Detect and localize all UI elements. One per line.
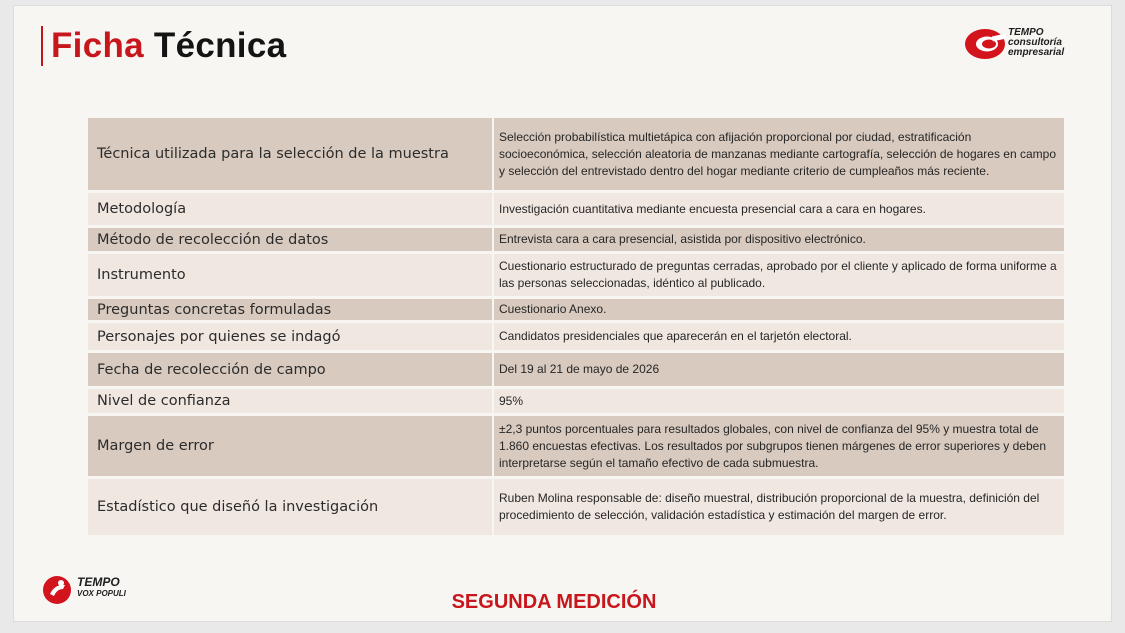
technical-sheet-table — [88, 118, 1064, 538]
row-label: Nivel de confianza — [88, 389, 492, 413]
table-row — [88, 323, 1064, 350]
row-label: Estadístico que diseñó la investigación — [88, 479, 492, 535]
page-title — [41, 26, 286, 66]
table-row — [88, 193, 1064, 225]
row-label: Instrumento — [88, 254, 492, 296]
brand-bottom-name: TEMPO — [77, 575, 120, 589]
table-row — [88, 353, 1064, 386]
brand-line1: consultoría — [1008, 37, 1062, 48]
row-label: Método de recolección de datos — [88, 228, 492, 251]
row-label: Técnica utilizada para la selección de la muestra — [88, 118, 492, 190]
slide — [13, 5, 1112, 622]
row-value: Candidatos presidenciales que aparecerán en el tarjetón electoral. — [494, 323, 1064, 350]
table-row — [88, 118, 1064, 190]
row-value: Investigación cuantitativa mediante encuesta presencial cara a cara en hogares. — [494, 193, 1064, 225]
title-accent-bar — [41, 26, 43, 66]
row-value: Entrevista cara a cara presencial, asistida por dispositivo electrónico. — [494, 228, 1064, 251]
row-label: Preguntas concretas formuladas — [88, 299, 492, 320]
brand-logo-top-right — [964, 25, 1084, 65]
table-row — [88, 416, 1064, 476]
table-row — [88, 228, 1064, 251]
tempo-logo-icon — [964, 27, 1008, 61]
title-word-ficha: Ficha — [51, 26, 144, 65]
row-value: Selección probabilística multietápica con afijación proporcional por ciudad, estratificación socioeconómica, selección aleatoria de manzanas mediante cartografía, selección de hogares en campo y selección del entrevistado dentro del hogar mediante criterio de cumpleaños más reciente. — [494, 118, 1064, 190]
row-value: Cuestionario estructurado de preguntas cerradas, aprobado por el cliente y aplicado de forma uniforme a las personas seleccionadas, idéntico al publicado. — [494, 254, 1064, 296]
table-row — [88, 389, 1064, 413]
row-value: Cuestionario Anexo. — [494, 299, 1064, 320]
table-row — [88, 254, 1064, 296]
row-label: Fecha de recolección de campo — [88, 353, 492, 386]
row-value: Del 19 al 21 de mayo de 2026 — [494, 353, 1064, 386]
brand-name: TEMPO — [1008, 27, 1044, 38]
table-row — [88, 479, 1064, 535]
table-row — [88, 299, 1064, 320]
brand-bottom-sub: VOX POPULI — [77, 589, 126, 598]
row-value: 95% — [494, 389, 1064, 413]
row-label: Personajes por quienes se indagó — [88, 323, 492, 350]
title-word-tecnica: Técnica — [153, 26, 287, 65]
brand-line2: empresarial — [1008, 47, 1065, 58]
row-label: Margen de error — [88, 416, 492, 476]
row-value: Ruben Molina responsable de: diseño muestral, distribución proporcional de la muestra, definición del procedimiento de selección, validación estadística y estimación del margen de error. — [494, 479, 1064, 535]
footer-label: SEGUNDA MEDICIÓN — [451, 591, 657, 613]
brand-logo-bottom-left — [41, 574, 161, 604]
row-value: ±2,3 puntos porcentuales para resultados globales, con nivel de confianza del 95% y muestra total de 1.860 encuestas efectivas. Los resultados por subgrupos tienen márgenes de error superiores y deben interpretarse según el tamaño efectivo de cada submuestra. — [494, 416, 1064, 476]
row-label: Metodología — [88, 193, 492, 225]
tempo-vox-populi-logo-icon — [41, 574, 77, 606]
